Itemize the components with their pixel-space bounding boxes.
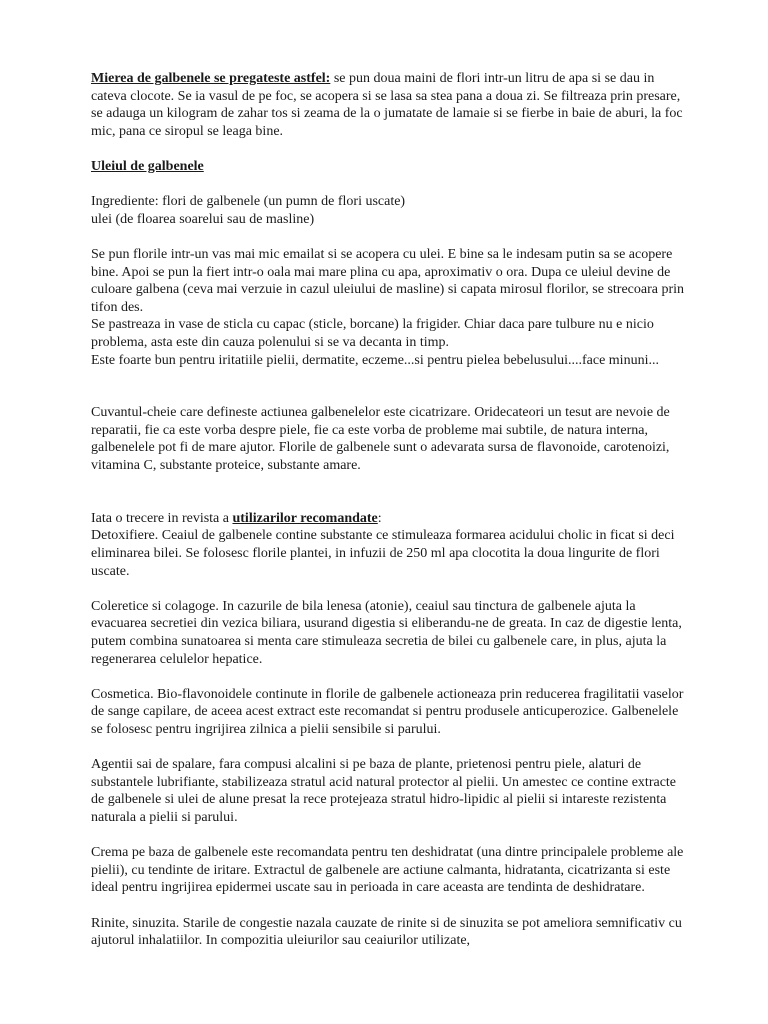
- utilizari-heading: utilizarilor recomandate: [232, 510, 378, 526]
- ingredients-line-2: ulei (de floarea soarelui sau de masline): [91, 211, 315, 227]
- paragraph-ingrediente: [91, 193, 691, 228]
- miere-text: se pun doua maini de flori intr-un litru de apa si se dau in cateva clocote. Se ia vasul de pe foc, se acopera si se lasa sa stea pana a doua zi. Se filtreaza prin presare, se adauga un kilogram de zahar tos si zeama de la o jumatate de lamaie si se fierbe in baie de aburi, la foc mic, pana ce siropul se leaga bine.: [91, 71, 683, 139]
- detox-text: Detoxifiere. Ceaiul de galbenele contine substante ce stimuleaza formarea acidului cholic in ficat si deci eliminarea bilei. Se folosesc florile plantei, in infuzii de 250 ml apa clocotita la doua lingurite de flori uscate.: [91, 528, 675, 579]
- ulei-heading: Uleiul de galbenele: [91, 158, 204, 174]
- paragraph-rinite: Rinite, sinuzita. Starile de congestie nazala cauzate de rinite si de sinuzita se pot ameliora semnificativ cu ajutorul inhalatiilor. In compozitia uleiurilor sau ceaiurilor utilizate,: [91, 915, 682, 949]
- miere-heading: Mierea de galbenele se pregateste astfel:: [91, 71, 331, 86]
- paragraph-miere: [91, 70, 691, 140]
- spacer: [91, 492, 691, 510]
- spacer: [91, 387, 691, 405]
- heading-ulei: [91, 158, 691, 176]
- paragraph-crema: Crema pe baza de galbenele este recomandata pentru ten deshidratat (una dintre principalele probleme ale pielii), cu tendinte de iritare. Extractul de galbenele are actiune calmanta, hidratanta, cicatrizanta si este ideal pentru ingrijirea epidermei uscate sau in perioada in care aceasta are tendinta de deshidratare.: [91, 845, 684, 896]
- paragraph-utilizari: [91, 510, 691, 580]
- paragraph-cuvant-cheie: Cuvantul-cheie care defineste actiunea galbenelelor este cicatrizare. Oridecateori un tesut are nevoie de reparatii, fie ca este vorba despre piele, fie ca este vorba de probleme mai subtile, de natura interna, galbenelele pot fi de mare ajutor. Florile de galbenele sunt o adevarata sursa de flavonoide, carotenoizi, vitamina C, substante proteice, substante amare.: [91, 405, 670, 474]
- document-body: [91, 70, 691, 967]
- iata-text: Iata o trecere in revista a: [91, 510, 233, 526]
- prep-text-2: Se pastreaza in vase de sticla cu capac (sticle, borcane) la frigider. Chiar daca pare tulbure nu e nicio problema, asta este din cauza polenului si se va decanta in timp.: [91, 317, 654, 350]
- paragraph-cosmetica: Cosmetica. Bio-flavonoidele continute in florile de galbenele actioneaza prin reducerea fragilitatii vaselor de sange capilare, de aceea acest extract este recomandat si pentru produsele anticuperozice. Galbenelele se folosesc pentru ingrijirea zilnica a pielii sensibile si parului.: [91, 686, 684, 737]
- paragraph-agentii: Agentii sai de spalare, fara compusi alcalini si pe baza de plante, prietenosi pentru piele, alaturi de substantele lubrifiante, stabilizeaza stratul acid natural protector al pielii. Un amestec ce contine extracte de galbenele si ulei de alune presat la rece protejeaza stratul hidro-lipidic al pielii si intareste rezistenta naturala a pielii si parului.: [91, 757, 677, 825]
- paragraph-preparare: [91, 246, 691, 369]
- prep-text-1: Se pun florile intr-un vas mai mic emailat si se acopera cu ulei. E bine sa le indesam putin sa se acopere bine. Apoi se pun la fiert intr-o oala mai mare plina cu apa, aproximativ o ora. Dupa ce uleiul devine de culoare galbena (ceva mai verzuie in cazul uleiului de masline) si capata mirosul florilor, se strecoara prin tifon des.: [91, 246, 685, 315]
- iata-colon: :: [377, 510, 382, 526]
- prep-text-3: Este foarte bun pentru iritatiile pielii, dermatite, eczeme...si pentru pielea bebelusului....face minuni...: [91, 352, 659, 368]
- ingredients-line-1: Ingrediente: flori de galbenele (un pumn de flori uscate): [91, 194, 406, 210]
- paragraph-coleretice: Coleretice si colagoge. In cazurile de bila lenesa (atonie), ceaiul sau tinctura de galbenele ajuta la evacuarea secretiei din vezica biliara, usurand digestia si eliberandu-ne de greata. In caz de digestie lenta, putem combina sunatoarea si menta care stimuleaza secretia de bilei cu galbenele care, in plus, ajuta la regenerarea celulelor hepatice.: [91, 598, 682, 667]
